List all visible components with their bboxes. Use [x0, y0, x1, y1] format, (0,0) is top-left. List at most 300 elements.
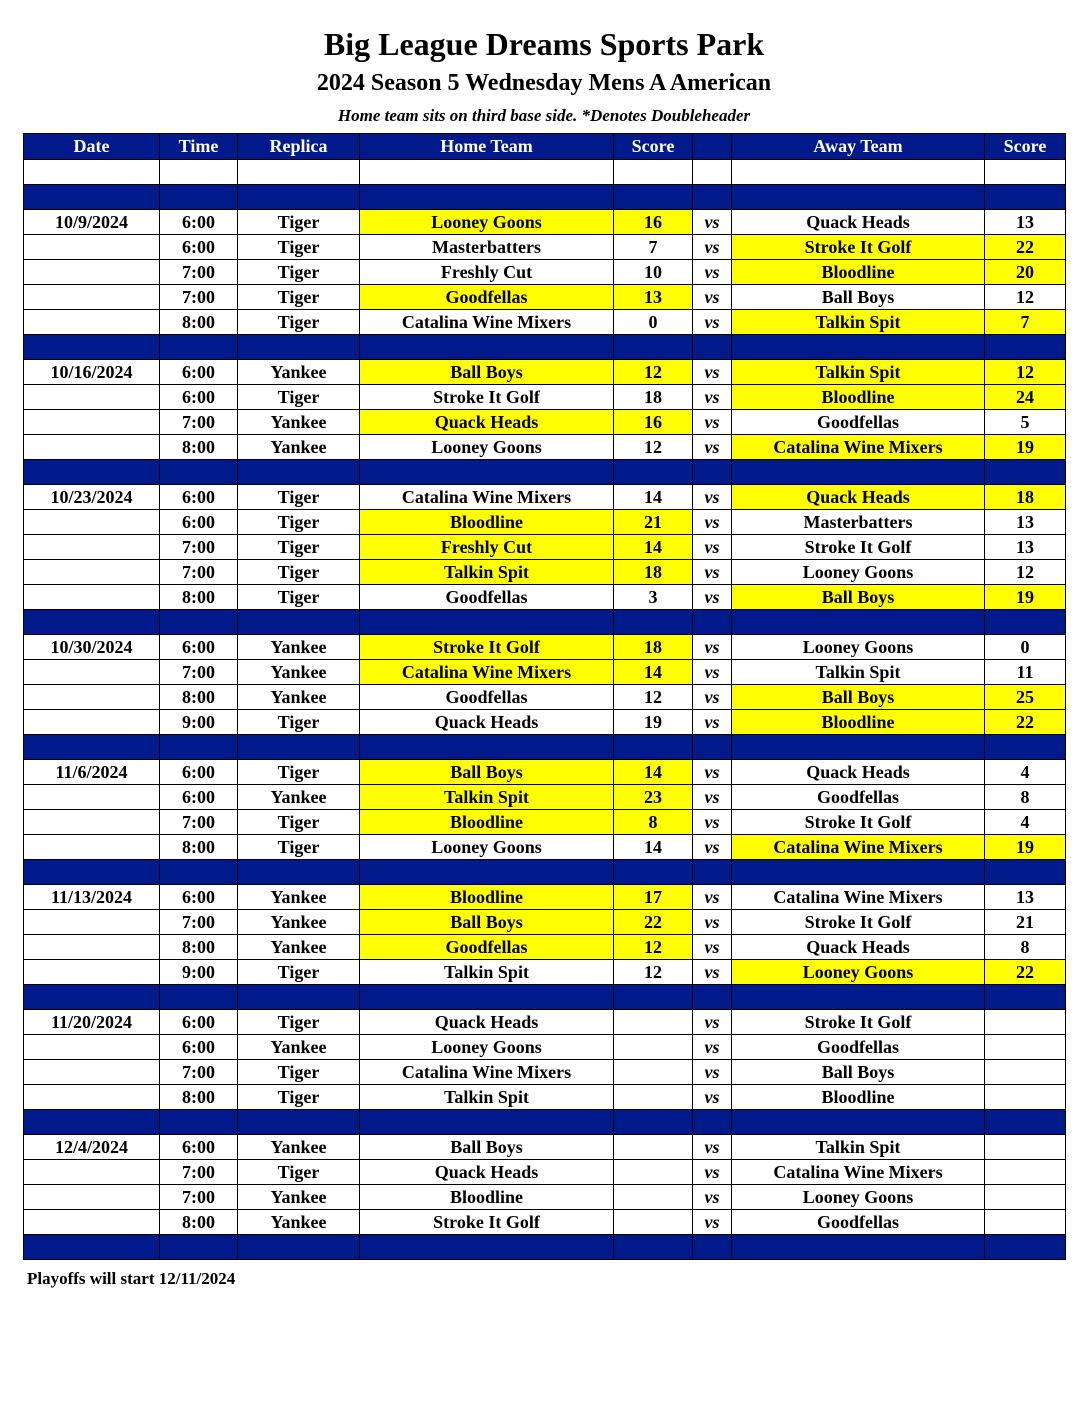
replica-cell: Yankee [238, 885, 360, 910]
week-separator-row [24, 335, 1066, 360]
home-score-cell: 8 [614, 810, 693, 835]
replica-cell: Yankee [238, 635, 360, 660]
home-team-cell: Catalina Wine Mixers [360, 310, 614, 335]
empty-cell [693, 985, 732, 1010]
vs-cell: vs [693, 1035, 732, 1060]
away-score-cell: 20 [985, 260, 1066, 285]
time-cell: 7:00 [160, 810, 238, 835]
date-cell [24, 560, 160, 585]
away-score-cell [985, 1160, 1066, 1185]
away-team-cell: Masterbatters [732, 510, 985, 535]
date-cell: 10/9/2024 [24, 210, 160, 235]
empty-cell [24, 860, 160, 885]
home-score-cell: 0 [614, 310, 693, 335]
vs-cell: vs [693, 810, 732, 835]
empty-cell [732, 335, 985, 360]
away-score-cell: 19 [985, 435, 1066, 460]
game-row [24, 710, 1066, 735]
empty-cell [614, 610, 693, 635]
game-row [24, 685, 1066, 710]
time-cell: 7:00 [160, 1160, 238, 1185]
empty-cell [24, 610, 160, 635]
empty-cell [614, 335, 693, 360]
date-cell [24, 510, 160, 535]
vs-cell: vs [693, 285, 732, 310]
vs-cell: vs [693, 835, 732, 860]
date-cell [24, 1085, 160, 1110]
home-team-cell: Bloodline [360, 510, 614, 535]
empty-cell [693, 860, 732, 885]
away-team-cell: Catalina Wine Mixers [732, 885, 985, 910]
game-row [24, 285, 1066, 310]
away-score-cell: 13 [985, 885, 1066, 910]
header-home-team: Home Team [360, 134, 614, 160]
empty-cell [614, 160, 693, 185]
replica-cell: Yankee [238, 1135, 360, 1160]
away-score-cell [985, 1085, 1066, 1110]
game-row [24, 535, 1066, 560]
week-separator-row [24, 1235, 1066, 1260]
empty-cell [160, 460, 238, 485]
home-team-cell: Talkin Spit [360, 785, 614, 810]
time-cell: 8:00 [160, 685, 238, 710]
time-cell: 7:00 [160, 560, 238, 585]
replica-cell: Tiger [238, 1085, 360, 1110]
replica-cell: Tiger [238, 260, 360, 285]
replica-cell: Tiger [238, 760, 360, 785]
date-cell [24, 810, 160, 835]
game-row [24, 585, 1066, 610]
vs-cell: vs [693, 1185, 732, 1210]
empty-cell [732, 610, 985, 635]
replica-cell: Tiger [238, 235, 360, 260]
replica-cell: Tiger [238, 960, 360, 985]
away-team-cell: Ball Boys [732, 285, 985, 310]
home-team-cell: Talkin Spit [360, 560, 614, 585]
replica-cell: Yankee [238, 910, 360, 935]
empty-cell [238, 1235, 360, 1260]
replica-cell: Yankee [238, 1185, 360, 1210]
date-cell [24, 710, 160, 735]
away-score-cell [985, 1060, 1066, 1085]
home-score-cell: 14 [614, 760, 693, 785]
home-team-cell: Stroke It Golf [360, 635, 614, 660]
game-row [24, 635, 1066, 660]
away-team-cell: Bloodline [732, 1085, 985, 1110]
away-score-cell: 12 [985, 360, 1066, 385]
home-score-cell: 21 [614, 510, 693, 535]
empty-cell [985, 610, 1066, 635]
away-team-cell: Stroke It Golf [732, 810, 985, 835]
date-cell [24, 535, 160, 560]
time-cell: 9:00 [160, 710, 238, 735]
empty-cell [238, 185, 360, 210]
header-away-score: Score [985, 134, 1066, 160]
vs-cell: vs [693, 260, 732, 285]
home-team-cell: Catalina Wine Mixers [360, 660, 614, 685]
vs-cell: vs [693, 760, 732, 785]
date-cell [24, 685, 160, 710]
replica-cell: Tiger [238, 510, 360, 535]
empty-cell [238, 735, 360, 760]
empty-cell [24, 335, 160, 360]
game-row [24, 1060, 1066, 1085]
away-score-cell [985, 1210, 1066, 1235]
page-title: Big League Dreams Sports Park [323, 26, 765, 62]
week-separator-row [24, 185, 1066, 210]
home-score-cell [614, 1160, 693, 1185]
header-date: Date [24, 134, 160, 160]
empty-cell [360, 335, 614, 360]
time-cell: 8:00 [160, 435, 238, 460]
away-team-cell: Talkin Spit [732, 310, 985, 335]
time-cell: 6:00 [160, 210, 238, 235]
away-team-cell: Stroke It Golf [732, 235, 985, 260]
schedule-table [23, 133, 1066, 1260]
away-team-cell: Stroke It Golf [732, 1010, 985, 1035]
home-team-cell: Catalina Wine Mixers [360, 485, 614, 510]
week-separator-row [24, 735, 1066, 760]
empty-cell [24, 735, 160, 760]
empty-cell [985, 985, 1066, 1010]
empty-cell [693, 185, 732, 210]
home-team-cell: Quack Heads [360, 710, 614, 735]
vs-cell: vs [693, 485, 732, 510]
empty-cell [693, 1235, 732, 1260]
time-cell: 6:00 [160, 635, 238, 660]
home-team-cell: Ball Boys [360, 1135, 614, 1160]
empty-cell [160, 610, 238, 635]
game-row [24, 935, 1066, 960]
replica-cell: Tiger [238, 585, 360, 610]
time-cell: 6:00 [160, 760, 238, 785]
vs-cell: vs [693, 660, 732, 685]
date-cell [24, 910, 160, 935]
away-team-cell: Stroke It Golf [732, 910, 985, 935]
away-team-cell: Stroke It Golf [732, 535, 985, 560]
replica-cell: Tiger [238, 810, 360, 835]
away-team-cell: Goodfellas [732, 785, 985, 810]
date-cell: 12/4/2024 [24, 1135, 160, 1160]
date-cell [24, 1060, 160, 1085]
home-score-cell [614, 1210, 693, 1235]
vs-cell: vs [693, 310, 732, 335]
game-row [24, 1185, 1066, 1210]
blank-row [24, 160, 1066, 185]
vs-cell: vs [693, 1210, 732, 1235]
away-score-cell: 13 [985, 535, 1066, 560]
away-team-cell: Goodfellas [732, 1210, 985, 1235]
away-score-cell: 13 [985, 210, 1066, 235]
vs-cell: vs [693, 685, 732, 710]
week-separator-row [24, 1110, 1066, 1135]
home-team-cell: Masterbatters [360, 235, 614, 260]
home-team-cell: Freshly Cut [360, 260, 614, 285]
home-score-cell: 14 [614, 660, 693, 685]
replica-cell: Tiger [238, 710, 360, 735]
away-team-cell: Looney Goons [732, 1185, 985, 1210]
home-team-cell: Stroke It Golf [360, 1210, 614, 1235]
home-score-cell [614, 1035, 693, 1060]
away-team-cell: Quack Heads [732, 760, 985, 785]
page-subtitle: 2024 Season 5 Wednesday Mens A American [316, 70, 772, 96]
away-score-cell: 18 [985, 485, 1066, 510]
game-row [24, 260, 1066, 285]
empty-cell [614, 1235, 693, 1260]
game-row [24, 360, 1066, 385]
date-cell [24, 1160, 160, 1185]
empty-cell [360, 1235, 614, 1260]
empty-cell [24, 1235, 160, 1260]
replica-cell: Yankee [238, 410, 360, 435]
empty-cell [614, 735, 693, 760]
away-score-cell: 12 [985, 560, 1066, 585]
vs-cell: vs [693, 1135, 732, 1160]
time-cell: 8:00 [160, 310, 238, 335]
home-score-cell: 18 [614, 635, 693, 660]
away-score-cell [985, 1010, 1066, 1035]
away-team-cell: Goodfellas [732, 410, 985, 435]
empty-cell [614, 185, 693, 210]
empty-cell [985, 860, 1066, 885]
empty-cell [360, 860, 614, 885]
vs-cell: vs [693, 535, 732, 560]
date-cell: 11/20/2024 [24, 1010, 160, 1035]
empty-cell [160, 1110, 238, 1135]
away-score-cell: 22 [985, 710, 1066, 735]
empty-cell [985, 1235, 1066, 1260]
home-score-cell: 17 [614, 885, 693, 910]
game-row [24, 385, 1066, 410]
home-score-cell: 12 [614, 960, 693, 985]
vs-cell: vs [693, 910, 732, 935]
empty-cell [985, 335, 1066, 360]
away-score-cell: 24 [985, 385, 1066, 410]
away-score-cell: 8 [985, 785, 1066, 810]
away-team-cell: Ball Boys [732, 585, 985, 610]
empty-cell [24, 1110, 160, 1135]
game-row [24, 835, 1066, 860]
vs-cell: vs [693, 510, 732, 535]
game-row [24, 785, 1066, 810]
date-cell [24, 285, 160, 310]
home-score-cell: 16 [614, 410, 693, 435]
replica-cell: Yankee [238, 360, 360, 385]
game-row [24, 1085, 1066, 1110]
time-cell: 6:00 [160, 235, 238, 260]
time-cell: 6:00 [160, 1010, 238, 1035]
time-cell: 6:00 [160, 785, 238, 810]
empty-cell [360, 160, 614, 185]
time-cell: 6:00 [160, 485, 238, 510]
away-team-cell: Ball Boys [732, 1060, 985, 1085]
game-row [24, 1010, 1066, 1035]
time-cell: 9:00 [160, 960, 238, 985]
away-team-cell: Talkin Spit [732, 1135, 985, 1160]
time-cell: 7:00 [160, 1060, 238, 1085]
empty-cell [693, 335, 732, 360]
date-cell [24, 935, 160, 960]
date-cell [24, 660, 160, 685]
empty-cell [985, 735, 1066, 760]
empty-cell [238, 610, 360, 635]
empty-cell [732, 1110, 985, 1135]
game-row [24, 410, 1066, 435]
header-away-team: Away Team [732, 134, 985, 160]
empty-cell [732, 460, 985, 485]
home-team-cell: Looney Goons [360, 1035, 614, 1060]
vs-cell: vs [693, 935, 732, 960]
time-cell: 8:00 [160, 585, 238, 610]
vs-cell: vs [693, 410, 732, 435]
away-score-cell: 25 [985, 685, 1066, 710]
home-team-cell: Looney Goons [360, 210, 614, 235]
time-cell: 7:00 [160, 260, 238, 285]
away-score-cell: 8 [985, 935, 1066, 960]
game-row [24, 1135, 1066, 1160]
empty-cell [614, 860, 693, 885]
home-score-cell: 14 [614, 835, 693, 860]
replica-cell: Tiger [238, 485, 360, 510]
week-separator-row [24, 610, 1066, 635]
replica-cell: Tiger [238, 835, 360, 860]
date-cell [24, 585, 160, 610]
empty-cell [693, 610, 732, 635]
game-row [24, 210, 1066, 235]
home-team-cell: Goodfellas [360, 685, 614, 710]
vs-cell: vs [693, 1085, 732, 1110]
date-cell [24, 385, 160, 410]
home-team-cell: Goodfellas [360, 285, 614, 310]
game-row [24, 1035, 1066, 1060]
home-score-cell: 22 [614, 910, 693, 935]
vs-cell: vs [693, 1060, 732, 1085]
date-cell [24, 235, 160, 260]
replica-cell: Yankee [238, 1035, 360, 1060]
time-cell: 7:00 [160, 1185, 238, 1210]
replica-cell: Tiger [238, 1010, 360, 1035]
game-row [24, 960, 1066, 985]
empty-cell [160, 160, 238, 185]
home-score-cell: 12 [614, 360, 693, 385]
home-team-cell: Goodfellas [360, 935, 614, 960]
empty-cell [238, 860, 360, 885]
home-team-cell: Stroke It Golf [360, 385, 614, 410]
home-team-cell: Catalina Wine Mixers [360, 1060, 614, 1085]
header-time: Time [160, 134, 238, 160]
home-score-cell [614, 1185, 693, 1210]
replica-cell: Tiger [238, 285, 360, 310]
away-score-cell: 11 [985, 660, 1066, 685]
game-row [24, 910, 1066, 935]
game-row [24, 660, 1066, 685]
home-team-cell: Ball Boys [360, 360, 614, 385]
home-team-cell: Talkin Spit [360, 1085, 614, 1110]
empty-cell [693, 160, 732, 185]
away-team-cell: Quack Heads [732, 935, 985, 960]
vs-cell: vs [693, 560, 732, 585]
away-team-cell: Catalina Wine Mixers [732, 835, 985, 860]
vs-cell: vs [693, 435, 732, 460]
away-score-cell: 19 [985, 585, 1066, 610]
away-score-cell: 4 [985, 810, 1066, 835]
empty-cell [360, 985, 614, 1010]
vs-cell: vs [693, 1010, 732, 1035]
empty-cell [160, 1235, 238, 1260]
home-score-cell: 12 [614, 435, 693, 460]
home-team-cell: Talkin Spit [360, 960, 614, 985]
away-team-cell: Catalina Wine Mixers [732, 1160, 985, 1185]
replica-cell: Tiger [238, 310, 360, 335]
home-score-cell: 10 [614, 260, 693, 285]
home-team-cell: Bloodline [360, 810, 614, 835]
empty-cell [360, 460, 614, 485]
time-cell: 6:00 [160, 385, 238, 410]
empty-cell [360, 735, 614, 760]
time-cell: 7:00 [160, 285, 238, 310]
empty-cell [732, 735, 985, 760]
vs-cell: vs [693, 635, 732, 660]
empty-cell [160, 185, 238, 210]
time-cell: 7:00 [160, 910, 238, 935]
date-cell [24, 835, 160, 860]
date-cell [24, 310, 160, 335]
home-score-cell: 23 [614, 785, 693, 810]
game-row [24, 760, 1066, 785]
empty-cell [160, 860, 238, 885]
empty-cell [238, 460, 360, 485]
home-score-cell [614, 1010, 693, 1035]
home-score-cell [614, 1085, 693, 1110]
away-score-cell: 4 [985, 760, 1066, 785]
game-row [24, 1160, 1066, 1185]
date-cell: 10/23/2024 [24, 485, 160, 510]
game-row [24, 510, 1066, 535]
home-team-cell: Looney Goons [360, 835, 614, 860]
home-score-cell: 7 [614, 235, 693, 260]
game-row [24, 485, 1066, 510]
replica-cell: Tiger [238, 535, 360, 560]
away-score-cell: 13 [985, 510, 1066, 535]
away-team-cell: Bloodline [732, 260, 985, 285]
away-score-cell: 21 [985, 910, 1066, 935]
empty-cell [985, 160, 1066, 185]
home-team-cell: Bloodline [360, 885, 614, 910]
replica-cell: Tiger [238, 1060, 360, 1085]
away-score-cell [985, 1135, 1066, 1160]
replica-cell: Tiger [238, 210, 360, 235]
home-team-cell: Bloodline [360, 1185, 614, 1210]
replica-cell: Yankee [238, 685, 360, 710]
away-score-cell: 22 [985, 235, 1066, 260]
empty-cell [24, 185, 160, 210]
away-score-cell: 0 [985, 635, 1066, 660]
schedule-note: Home team sits on third base side. *Denotes Doubleheader [337, 106, 751, 125]
time-cell: 6:00 [160, 885, 238, 910]
schedule-body [24, 160, 1066, 1260]
header-replica: Replica [238, 134, 360, 160]
date-cell: 11/13/2024 [24, 885, 160, 910]
date-cell [24, 960, 160, 985]
empty-cell [732, 185, 985, 210]
empty-cell [614, 1110, 693, 1135]
game-row [24, 310, 1066, 335]
header-home-score: Score [614, 134, 693, 160]
home-score-cell: 16 [614, 210, 693, 235]
empty-cell [238, 985, 360, 1010]
replica-cell: Tiger [238, 385, 360, 410]
away-team-cell: Looney Goons [732, 635, 985, 660]
